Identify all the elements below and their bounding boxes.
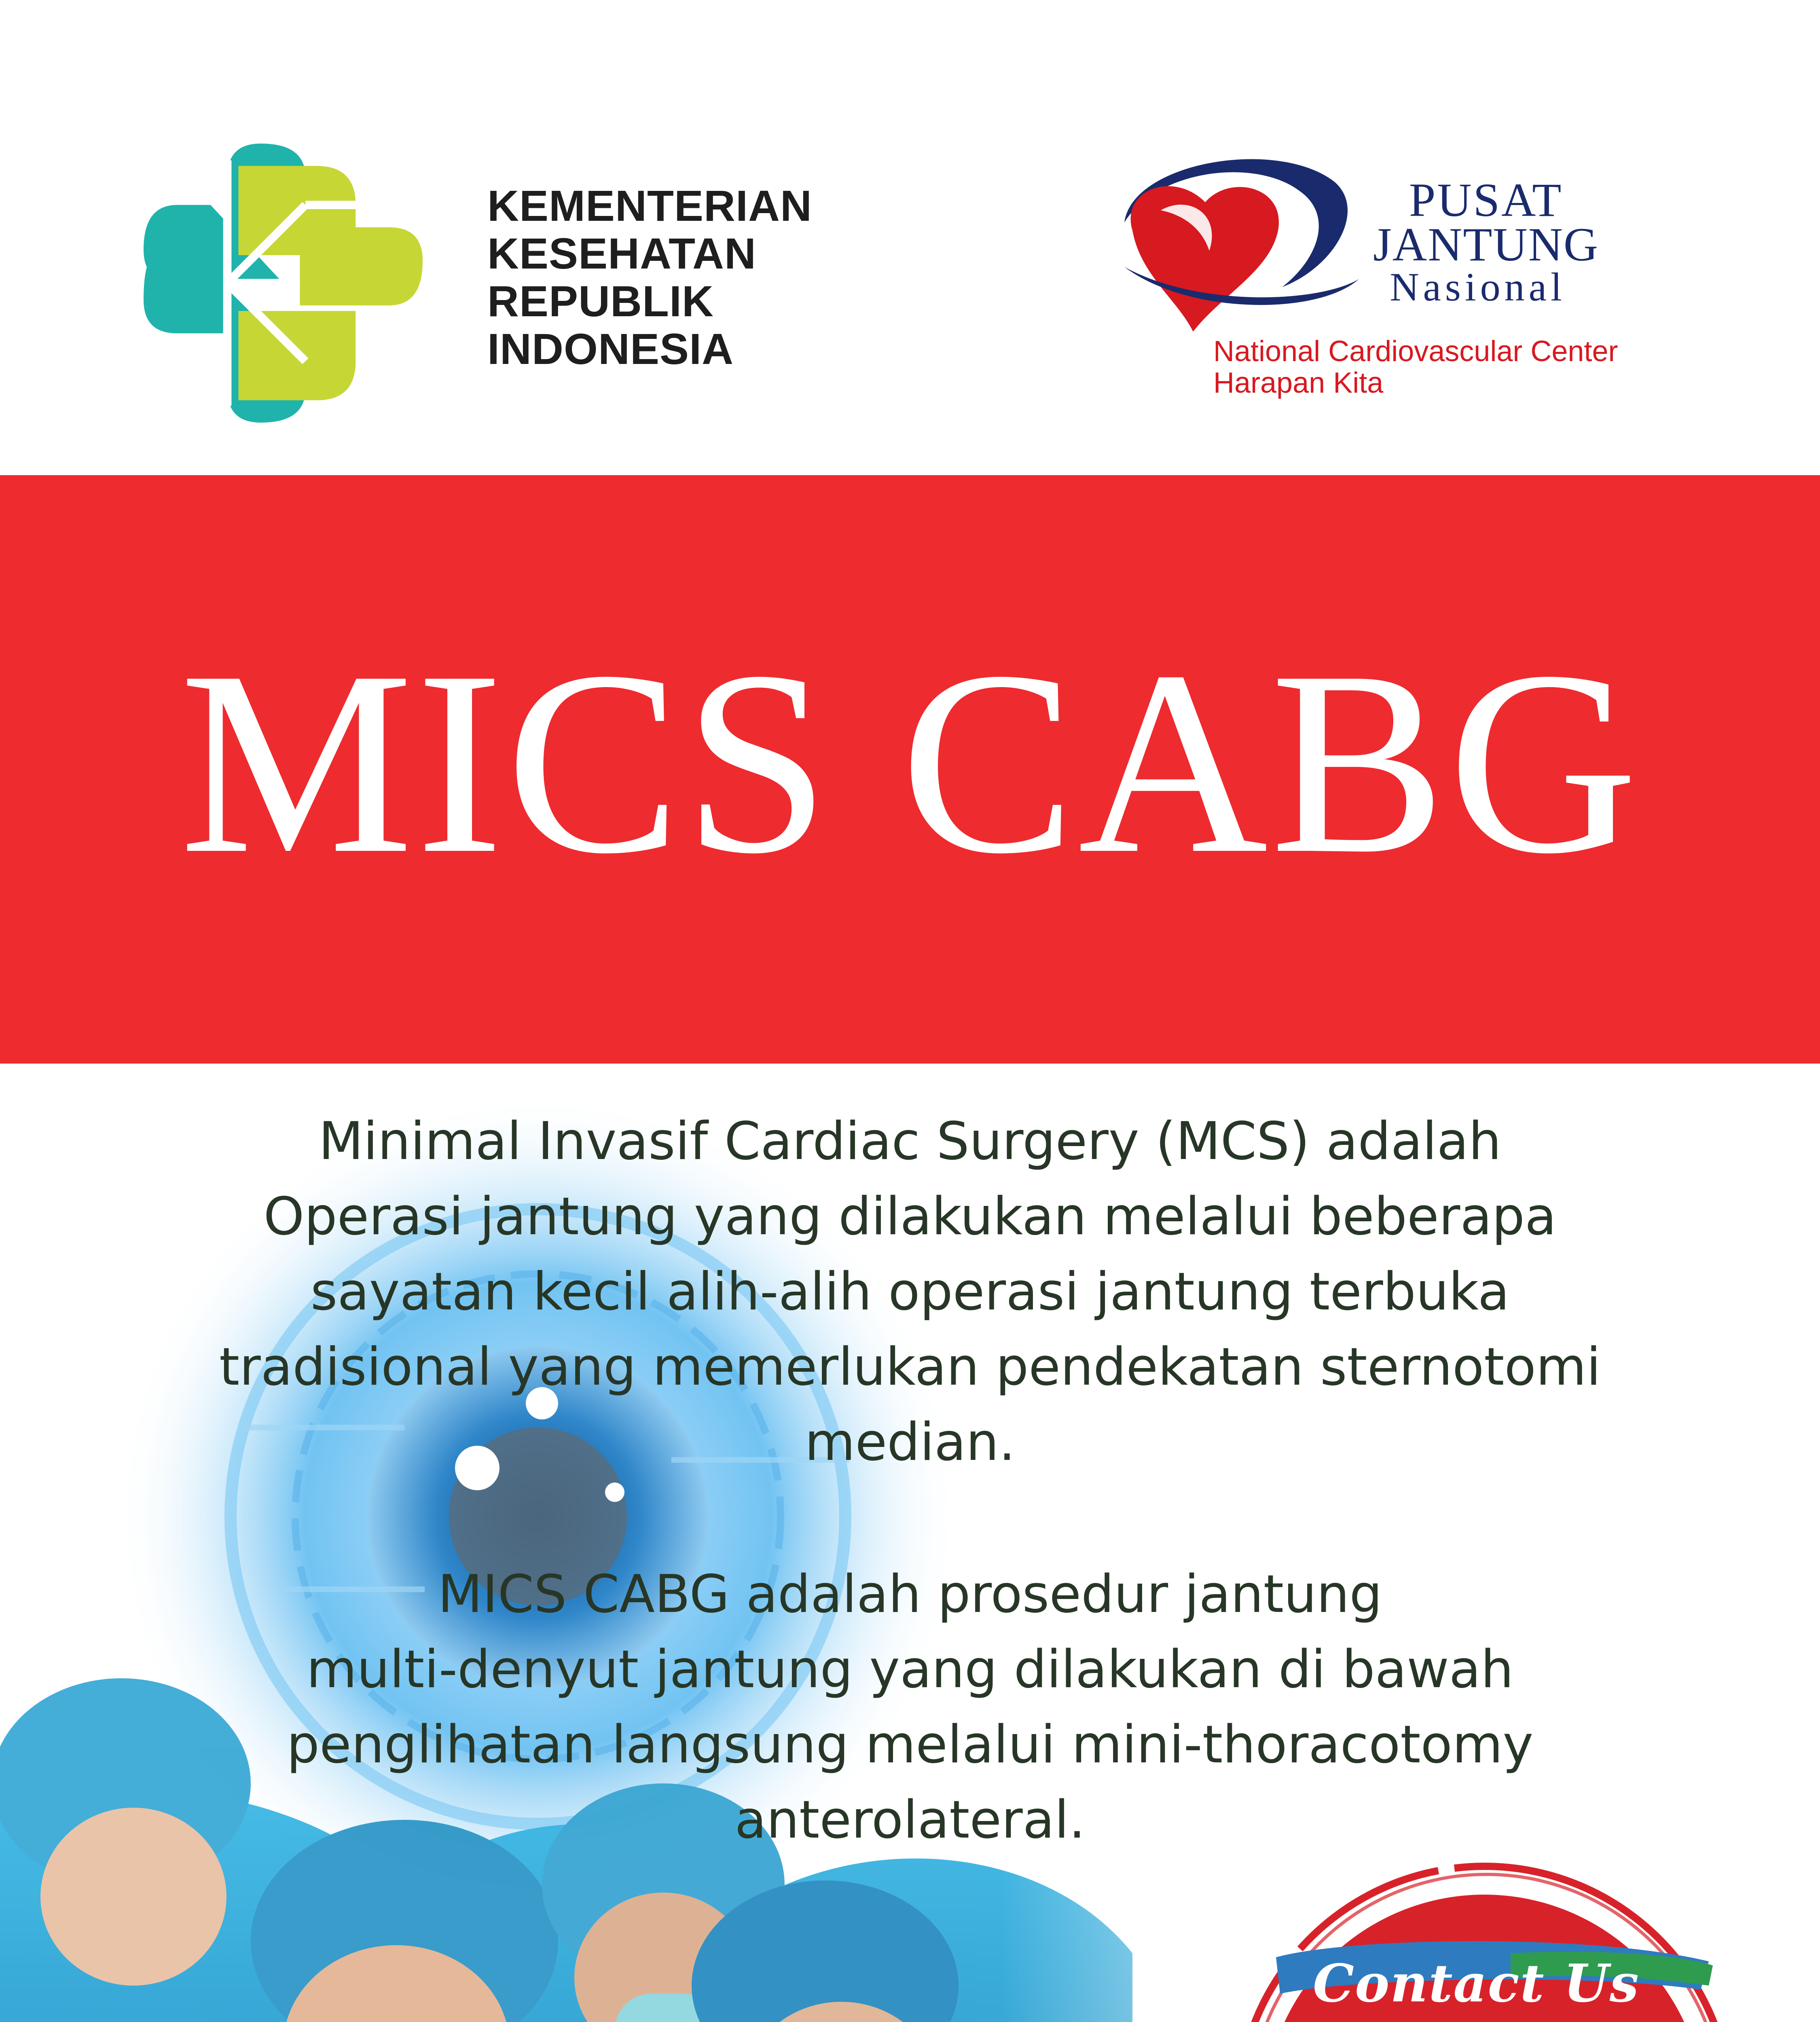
pjn-title-line: JANTUNG (1373, 218, 1599, 271)
pjn-title-line: Nasional (1390, 264, 1566, 309)
header (0, 0, 1820, 475)
pjn-subtitle (1213, 336, 1618, 399)
pjn-subtitle-line: National Cardiovascular Center (1213, 335, 1618, 368)
description-line: penglihatan langsung melalui mini-thoracotomy (286, 1715, 1534, 1775)
kemenkes-name (487, 182, 812, 373)
description-line: MICS CABG adalah prosedur jantung (438, 1564, 1382, 1624)
kemenkes-line: INDONESIA (487, 324, 734, 373)
description-line: Minimal Invasif Cardiac Surgery (MCS) adalah (318, 1111, 1502, 1172)
kemenkes-line: KEMENTERIAN (487, 181, 813, 230)
description-line: anterolateral. (734, 1790, 1086, 1850)
description-line: median. (804, 1412, 1016, 1472)
kemenkes-line: KESEHATAN (487, 229, 757, 278)
description-paragraph (61, 1557, 1759, 1858)
description-line: tradisional yang memerlukan pendekatan sternotomi (219, 1337, 1601, 1397)
pjn-subtitle-line: Harapan Kita (1213, 367, 1384, 399)
kemenkes-logo-icon (144, 144, 423, 423)
contact-title: Contact Us (1313, 1953, 1640, 2014)
description-line: Operasi jantung yang dilakukan melalui beberapa (263, 1187, 1557, 1247)
description-line: multi-denyut jantung yang dilakukan di bawah (306, 1639, 1514, 1700)
description-paragraph (61, 1104, 1759, 1480)
description-line: sayatan kecil alih-alih operasi jantung terbuka (310, 1262, 1510, 1322)
pjn-title-line: PUSAT (1409, 173, 1563, 226)
pjn-heart-logo-icon (1108, 146, 1359, 340)
pjn-title (1373, 173, 1599, 309)
page-title: MICS CABG (180, 617, 1640, 908)
kemenkes-line: REPUBLIK (487, 277, 714, 326)
